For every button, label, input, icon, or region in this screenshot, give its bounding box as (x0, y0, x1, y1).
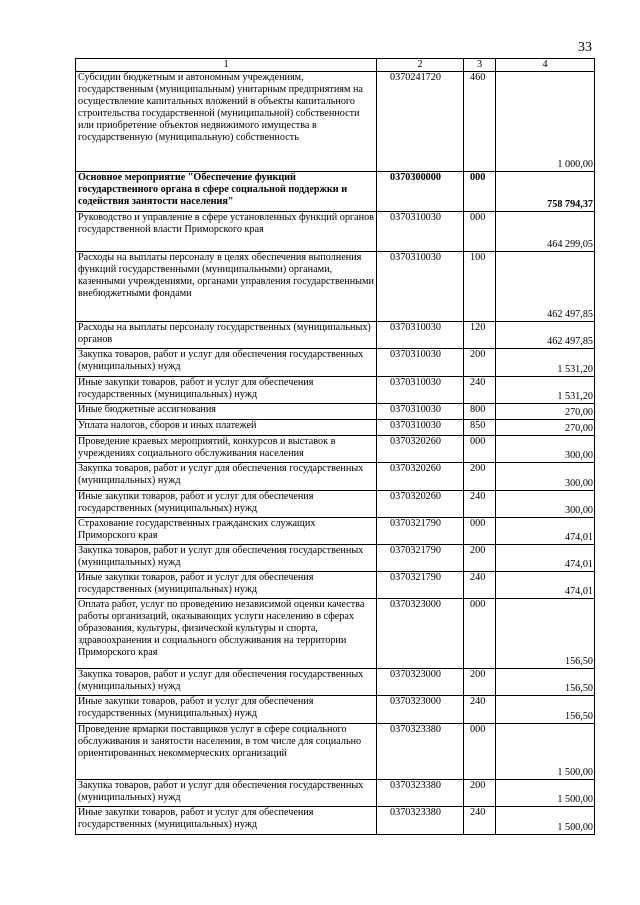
row-type: 000 (464, 172, 496, 212)
row-amount: 462 497,85 (496, 322, 595, 349)
row-type: 000 (464, 436, 496, 463)
row-type: 240 (464, 377, 496, 404)
row-type: 240 (464, 807, 496, 835)
row-name: Закупка товаров, работ и услуг для обеспечения государственных (муниципальных) нужд (76, 669, 377, 696)
table-row (76, 252, 595, 322)
row-type: 240 (464, 572, 496, 599)
table-row (76, 420, 595, 436)
row-amount: 300,00 (496, 436, 595, 463)
row-amount: 474,01 (496, 572, 595, 599)
row-code: 0370321790 (377, 518, 464, 545)
row-name: Закупка товаров, работ и услуг для обеспечения государственных (муниципальных) нужд (76, 545, 377, 572)
row-amount: 758 794,37 (496, 172, 595, 212)
table-row (76, 322, 595, 349)
table-row (76, 572, 595, 599)
row-name: Страхование государственных гражданских служащих Приморского края (76, 518, 377, 545)
table-row (76, 436, 595, 463)
table-row (76, 72, 595, 172)
row-amount: 1 000,00 (496, 72, 595, 172)
row-type: 850 (464, 420, 496, 436)
row-code: 0370323380 (377, 780, 464, 807)
row-code: 0370320260 (377, 491, 464, 518)
table-row (76, 807, 595, 835)
row-code: 0370310030 (377, 377, 464, 404)
row-name: Закупка товаров, работ и услуг для обеспечения государственных (муниципальных) нужд (76, 463, 377, 491)
row-amount: 474,01 (496, 518, 595, 545)
row-name: Иные закупки товаров, работ и услуг для обеспечения государственных (муниципальных) нужд (76, 377, 377, 404)
row-type: 000 (464, 599, 496, 669)
row-name: Субсидии бюджетным и автономным учреждениям, государственным (муниципальным) унитарным предприятиям на осуществление капитальных вложений в объекты капитального строительства государственной (муниципальной) собственности или приобретение объектов недвижимого имущества в государственную (муниципальную) собственность (76, 72, 377, 172)
page-number: 33 (578, 40, 592, 55)
row-code: 0370321790 (377, 572, 464, 599)
table-row (76, 599, 595, 669)
row-type: 240 (464, 696, 496, 724)
table-row (76, 377, 595, 404)
row-name: Иные закупки товаров, работ и услуг для обеспечения государственных (муниципальных) нужд (76, 696, 377, 724)
row-type: 800 (464, 404, 496, 420)
row-code: 0370310030 (377, 349, 464, 377)
row-code: 0370310030 (377, 212, 464, 252)
table-row (76, 724, 595, 780)
row-code: 0370320260 (377, 463, 464, 491)
column-header-name: 1 (76, 59, 377, 72)
row-name: Расходы на выплаты персоналу государственных (муниципальных) органов (76, 322, 377, 349)
row-amount: 156,50 (496, 696, 595, 724)
table-row (76, 780, 595, 807)
row-amount: 464 299,05 (496, 212, 595, 252)
row-amount: 462 497,85 (496, 252, 595, 322)
row-amount: 300,00 (496, 491, 595, 518)
row-amount: 1 500,00 (496, 807, 595, 835)
row-type: 000 (464, 212, 496, 252)
row-name: Иные закупки товаров, работ и услуг для обеспечения государственных (муниципальных) нужд (76, 572, 377, 599)
row-amount: 270,00 (496, 404, 595, 420)
row-type: 200 (464, 349, 496, 377)
row-type: 000 (464, 518, 496, 545)
column-header-amount: 4 (496, 59, 595, 72)
row-type: 100 (464, 252, 496, 322)
table-row (76, 349, 595, 377)
row-amount: 1 500,00 (496, 780, 595, 807)
row-type: 000 (464, 724, 496, 780)
row-name: Проведение ярмарки поставщиков услуг в сфере социального обслуживания и занятости населения, в том числе для социально ориентированных некоммерческих организаций (76, 724, 377, 780)
row-amount: 1 500,00 (496, 724, 595, 780)
row-amount: 156,50 (496, 599, 595, 669)
row-code: 0370310030 (377, 420, 464, 436)
table-row (76, 172, 595, 212)
row-name: Уплата налогов, сборов и иных платежей (76, 420, 377, 436)
row-amount: 1 531,20 (496, 349, 595, 377)
row-type: 460 (464, 72, 496, 172)
row-name: Оплата работ, услуг по проведению независимой оценки качества работы организаций, оказывающих услуги населению в сферах образования, культуры, физической культуры и спорта, здравоохранения и социального обслуживания на территории Приморского края (76, 599, 377, 669)
row-code: 0370310030 (377, 252, 464, 322)
row-code: 0370321790 (377, 545, 464, 572)
table-row (76, 463, 595, 491)
row-code: 0370323000 (377, 599, 464, 669)
row-code: 0370323380 (377, 807, 464, 835)
row-name: Расходы на выплаты персоналу в целях обеспечения выполнения функций государственными (муниципальными) органами, казенными учреждениями, органами управления государственными внебюджетными фондами (76, 252, 377, 322)
row-type: 200 (464, 669, 496, 696)
table-row (76, 212, 595, 252)
row-name: Иные бюджетные ассигнования (76, 404, 377, 420)
row-amount: 156,50 (496, 669, 595, 696)
row-type: 200 (464, 463, 496, 491)
row-name: Закупка товаров, работ и услуг для обеспечения государственных (муниципальных) нужд (76, 349, 377, 377)
row-code: 0370320260 (377, 436, 464, 463)
row-amount: 270,00 (496, 420, 595, 436)
budget-table (75, 58, 595, 835)
row-code: 0370323000 (377, 696, 464, 724)
column-header-type: 3 (464, 59, 496, 72)
row-name: Иные закупки товаров, работ и услуг для обеспечения государственных (муниципальных) нужд (76, 807, 377, 835)
row-code: 0370323000 (377, 669, 464, 696)
table-row (76, 491, 595, 518)
row-type: 120 (464, 322, 496, 349)
row-name: Закупка товаров, работ и услуг для обеспечения государственных (муниципальных) нужд (76, 780, 377, 807)
row-name: Основное мероприятие "Обеспечение функций государственного органа в сфере социальной поддержки и содействия занятости населения" (76, 172, 377, 212)
row-amount: 300,00 (496, 463, 595, 491)
budget-table-body (76, 59, 595, 835)
column-header-code: 2 (377, 59, 464, 72)
table-row (76, 545, 595, 572)
row-type: 240 (464, 491, 496, 518)
table-row (76, 696, 595, 724)
row-type: 200 (464, 780, 496, 807)
row-type: 200 (464, 545, 496, 572)
row-code: 0370310030 (377, 322, 464, 349)
table-header-row (76, 59, 595, 72)
row-code: 0370323380 (377, 724, 464, 780)
table-row (76, 669, 595, 696)
row-name: Проведение краевых мероприятий, конкурсов и выставок в учреждениях социального обслуживания населения (76, 436, 377, 463)
row-name: Руководство и управление в сфере установленных функций органов государственной власти Приморского края (76, 212, 377, 252)
row-name: Иные закупки товаров, работ и услуг для обеспечения государственных (муниципальных) нужд (76, 491, 377, 518)
row-amount: 474,01 (496, 545, 595, 572)
row-amount: 1 531,20 (496, 377, 595, 404)
row-code: 0370241720 (377, 72, 464, 172)
row-code: 0370310030 (377, 404, 464, 420)
row-code: 0370300000 (377, 172, 464, 212)
table-row (76, 404, 595, 420)
table-row (76, 518, 595, 545)
